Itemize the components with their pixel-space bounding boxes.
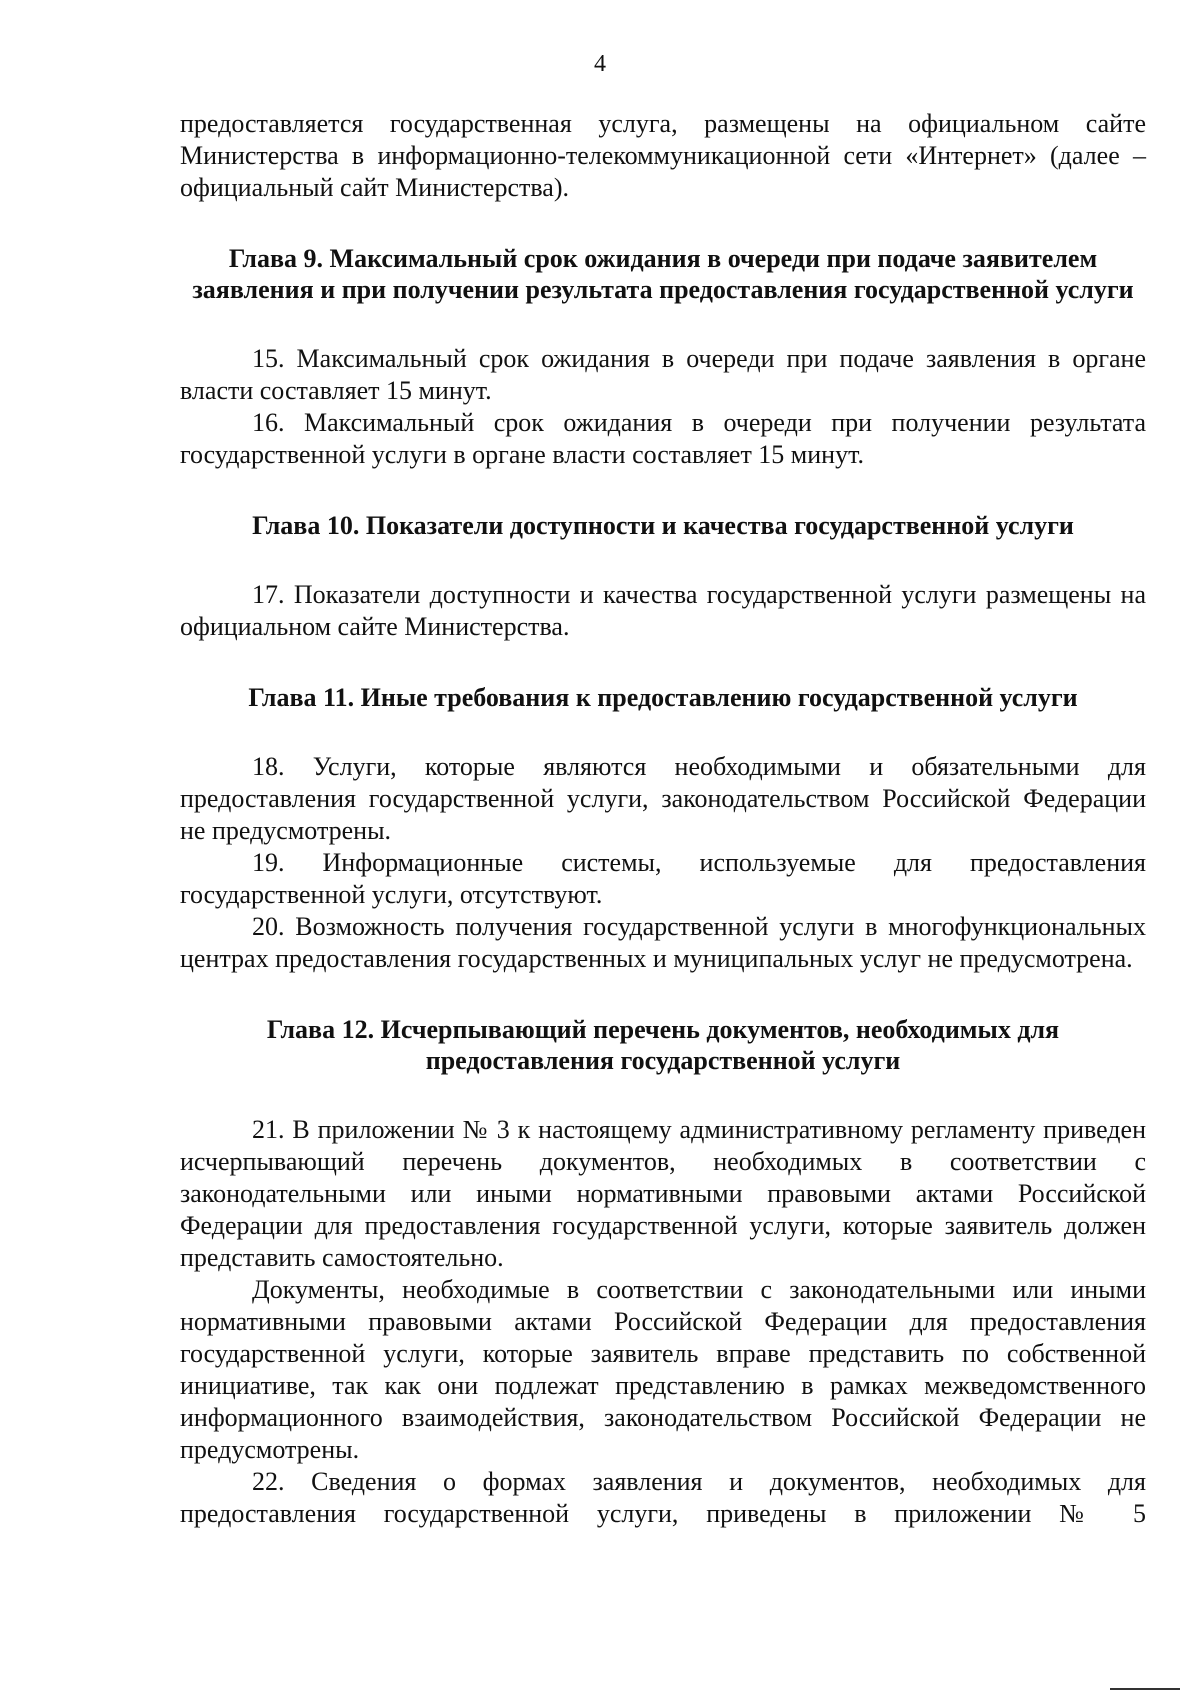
paragraph-20: 20. Возможность получения государственной услуги в многофункциональных центрах предоставления государственных и муниципальных услуг не предусмотрена. [180,912,1146,973]
paragraph-17: 17. Показатели доступности и качества государственной услуги размещены на официальном сайте Министерства. [180,580,1146,641]
paragraph-documents: Документы, необходимые в соответствии с законодательными или иными нормативными правовыми актами Российской Федерации для предоставления государственной услуги, которые заявитель вправе представить по собственной инициативе, так как они подлежат представлению в рамках межведомственного информационного взаимодействия, законодательством Российской Федерации не предусмотрены. [180,1275,1146,1464]
paragraph-16: 16. Максимальный срок ожидания в очереди при получении результата государственной услуги в органе власти составляет 15 минут. [180,408,1146,469]
paragraph-18: 18. Услуги, которые являются необходимыми и обязательными для предоставления государственной услуги, законодательством Российской Федерации не предусмотрены. [180,752,1146,845]
paragraph-15: 15. Максимальный срок ожидания в очереди при подаче заявления в органе власти составляет 15 минут. [180,344,1146,405]
chapter-11-title: Глава 11. Иные требования к предоставлению государственной услуги [248,683,1078,712]
chapter-9-title: Глава 9. Максимальный срок ожидания в очереди при подаче заявителем заявления и при получении результата предоставления государственной услуги [192,244,1134,304]
scan-edge-mark [1110,1688,1180,1690]
intro-paragraph: предоставляется государственная услуга, размещены на официальном сайте Министерства в информационно-телекоммуникационной сети «Интернет» (далее – официальный сайт Министерства). [180,109,1146,202]
document-body [180,108,1146,1530]
chapter-12-title: Глава 12. Исчерпывающий перечень документов, необходимых для предоставления государственной услуги [266,1015,1060,1075]
paragraph-21: 21. В приложении № 3 к настоящему административному регламенту приведен исчерпывающий перечень документов, необходимых в соответствии с законодательными или иными нормативными правовыми актами Российской Федерации для предоставления государственной услуги, которые заявитель должен представить самостоятельно. [180,1115,1146,1272]
page-number: 4 [594,51,606,77]
chapter-10-title: Глава 10. Показатели доступности и качества государственной услуги [252,511,1074,540]
paragraph-22: 22. Сведения о формах заявления и документов, необходимых для предоставления государственной услуги, приведены в приложении № 5 [180,1467,1146,1528]
paragraph-19: 19. Информационные системы, используемые для предоставления государственной услуги, отсутствуют. [180,848,1146,909]
